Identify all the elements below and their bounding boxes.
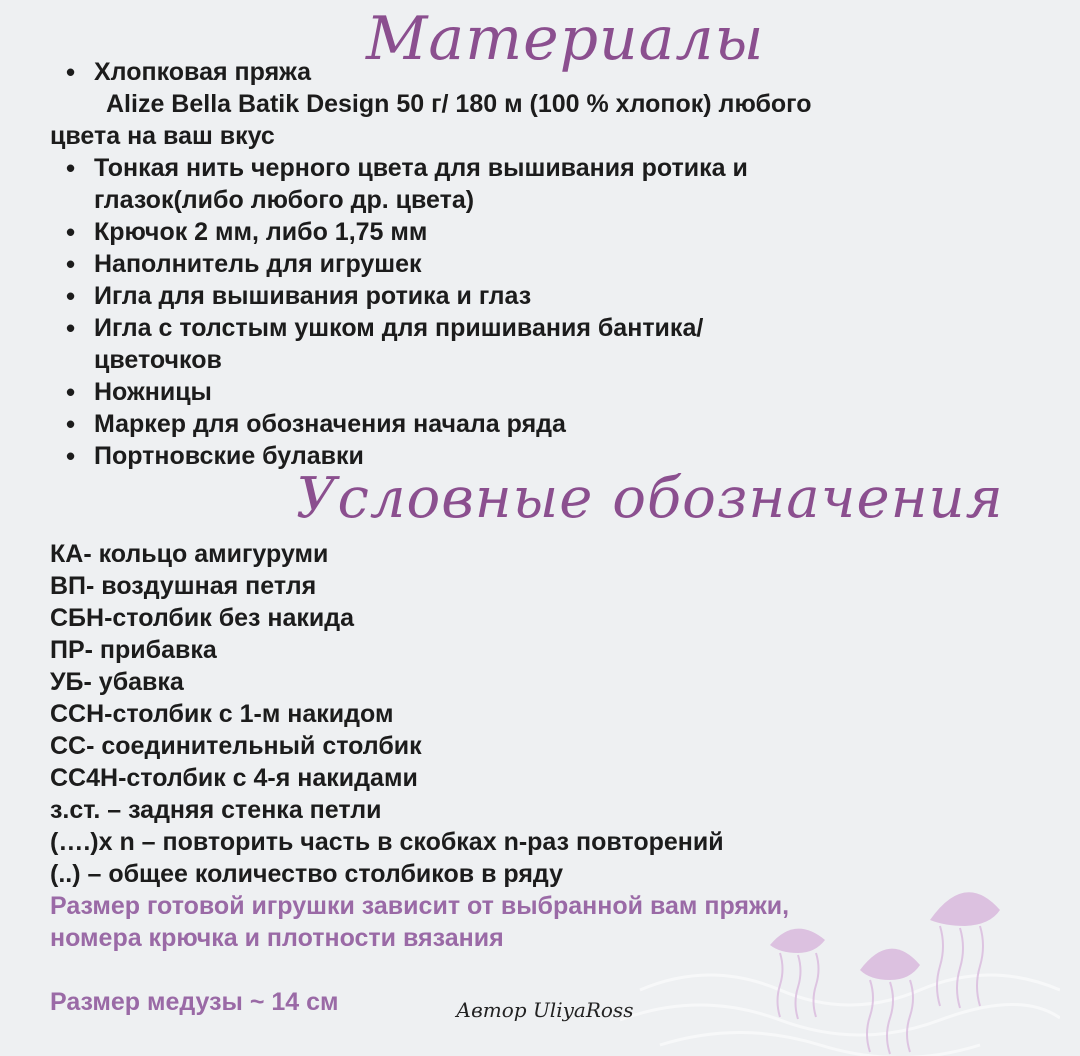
legend-item: ССН-столбик с 1-м накидом [50,700,394,728]
bullet-icon: • [66,217,76,247]
material-needle: Игла для вышивания ротика и глаз [94,282,532,310]
toy-size-note-cont: номера крючка и плотности вязания [50,924,504,952]
toy-size-note: Размер готовой игрушки зависит от выбранной вам пряжи, [50,892,790,920]
material-needle-thick: Игла с толстым ушком для пришивания бантика/ [94,314,704,342]
bullet-icon: • [66,281,76,311]
jellyfish-illustration [620,840,1060,1056]
legend-item: СБН-столбик без накида [50,604,355,632]
material-marker: Маркер для обозначения начала ряда [94,410,566,438]
material-needle-thick-cont: цветочков [94,346,222,374]
legend-item: (….)х n – повторить часть в скобках n-раз повторений [50,828,724,856]
legend-item: КА- кольцо амигуруми [50,540,329,568]
material-scissors: Ножницы [94,378,212,406]
bullet-icon: • [66,57,76,87]
material-hook: Крючок 2 мм, либо 1,75 мм [94,218,428,246]
materials-title: Материалы [366,4,765,74]
jellyfish-size: Размер медузы ~ 14 см [50,988,339,1016]
bullet-icon: • [66,377,76,407]
legend-item: (..) – общее количество столбиков в ряду [50,860,563,888]
bullet-icon: • [66,409,76,439]
material-pins: Портновские булавки [94,442,364,470]
author-signature: Автор UliyaRoss [456,998,634,1022]
bullet-icon: • [66,153,76,183]
legend-title: Условные обозначения [296,466,1004,531]
legend-item: з.ст. – задняя стенка петли [50,796,382,824]
legend-item: ПР- прибавка [50,636,217,664]
legend-item: УБ- убавка [50,668,184,696]
legend-item: ВП- воздушная петля [50,572,317,600]
bullet-icon: • [66,313,76,343]
bullet-icon: • [66,249,76,279]
material-yarn-detail: Alize Bella Batik Design 50 г/ 180 м (100 % хлопок) любого [106,90,812,118]
legend-item: СС- соединительный столбик [50,732,422,760]
material-thread: Тонкая нить черного цвета для вышивания ротика и [94,154,748,182]
bullet-icon: • [66,441,76,471]
material-thread-cont: глазок(либо любого др. цвета) [94,186,475,214]
material-yarn-detail-cont: цвета на ваш вкус [50,122,275,150]
material-filler: Наполнитель для игрушек [94,250,422,278]
material-yarn: Хлопковая пряжа [94,58,312,86]
legend-item: СС4Н-столбик с 4-я накидами [50,764,418,792]
